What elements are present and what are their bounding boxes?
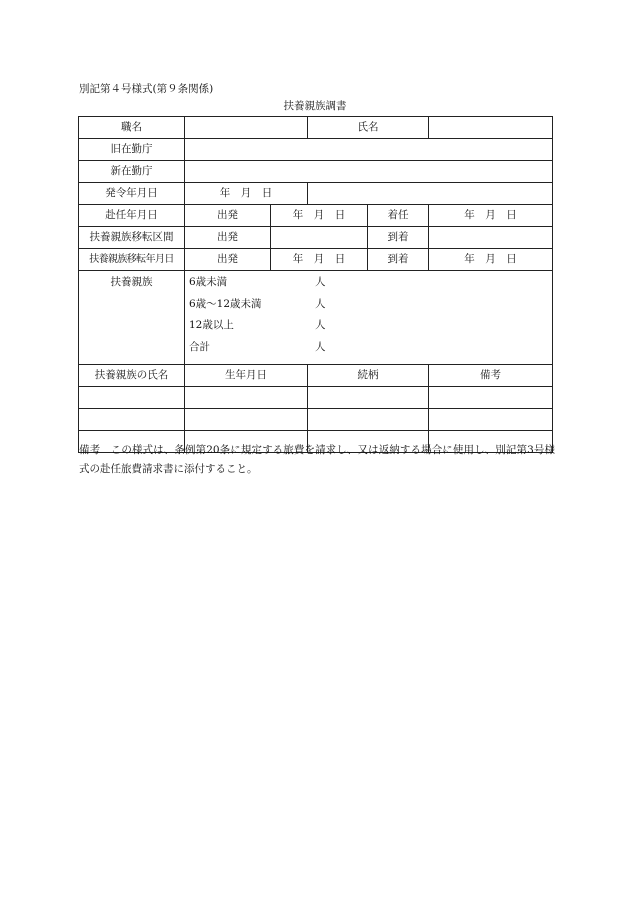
- departure-label: 出発: [185, 205, 271, 227]
- form-number-heading: 別記第４号様式(第９条関係): [79, 83, 214, 95]
- count-row-total: [189, 340, 552, 362]
- new-office-field[interactable]: [185, 161, 553, 183]
- row-old-office: [79, 139, 553, 161]
- remarks-note: 備考 この様式は、条例第20条に規定する旅費を請求し、又は返納する場合に使用し、別記第3号様式の赴任旅費請求書に添付すること。: [79, 444, 555, 475]
- dependent-name-field[interactable]: [79, 409, 185, 431]
- move-date-arrival-field[interactable]: 年 月 日: [429, 249, 553, 271]
- count-unit: 人: [315, 340, 326, 353]
- arrival-date-field[interactable]: 年 月 日: [429, 205, 553, 227]
- dependent-name-header: 扶養親族の氏名: [79, 365, 185, 387]
- departure-date-field[interactable]: 年 月 日: [271, 205, 368, 227]
- move-arrival-field[interactable]: [429, 227, 553, 249]
- count-row-6-to-12: [189, 297, 552, 319]
- count-unit: 人: [315, 276, 326, 288]
- relationship-field[interactable]: [308, 409, 429, 431]
- count-unit: 人: [315, 297, 326, 310]
- arrival-label: 着任: [368, 205, 429, 227]
- dependents-survey-table: [78, 116, 553, 453]
- move-departure-field[interactable]: [271, 227, 368, 249]
- remarks-header: 備考: [429, 365, 553, 387]
- birthdate-field[interactable]: [185, 409, 308, 431]
- dependent-name-field[interactable]: [79, 387, 185, 409]
- dependents-label: 扶養親族: [79, 271, 185, 365]
- count-label: 6歳未満: [189, 276, 228, 288]
- row-move-date: [79, 249, 553, 271]
- name-label: 氏名: [308, 117, 429, 139]
- dependent-row: [79, 387, 553, 409]
- remarks-field[interactable]: [429, 409, 553, 431]
- move-section-label: 扶養親族移転区間: [79, 227, 185, 249]
- row-assignment-date: [79, 205, 553, 227]
- count-label: 6歳〜12歳未満: [189, 297, 262, 310]
- move-date-label: 扶養親族移転年月日: [79, 249, 185, 271]
- move-departure-label: 出発: [185, 227, 271, 249]
- count-label: 合計: [189, 340, 210, 353]
- dependent-row: [79, 409, 553, 431]
- remarks-field[interactable]: [429, 387, 553, 409]
- move-date-departure-field[interactable]: 年 月 日: [271, 249, 368, 271]
- row-dependents-count: [79, 271, 553, 365]
- move-arrival-label: 到着: [368, 227, 429, 249]
- row-new-office: [79, 161, 553, 183]
- count-row-under-6: [189, 275, 552, 297]
- count-row-12-plus: [189, 318, 552, 340]
- move-date-departure-label: 出発: [185, 249, 271, 271]
- position-label: 職名: [79, 117, 185, 139]
- order-date-field[interactable]: 年 月 日: [185, 183, 308, 205]
- relationship-field[interactable]: [308, 387, 429, 409]
- form-title: 扶養親族調書: [283, 100, 347, 112]
- new-office-label: 新在勤庁: [79, 161, 185, 183]
- old-office-label: 旧在勤庁: [79, 139, 185, 161]
- assignment-date-label: 赴任年月日: [79, 205, 185, 227]
- birthdate-header: 生年月日: [185, 365, 308, 387]
- order-date-blank: [308, 183, 553, 205]
- row-dependents-header: [79, 365, 553, 387]
- count-label: 12歳以上: [189, 319, 234, 331]
- count-unit: 人: [315, 319, 326, 331]
- birthdate-field[interactable]: [185, 387, 308, 409]
- relationship-header: 続柄: [308, 365, 429, 387]
- old-office-field[interactable]: [185, 139, 553, 161]
- dependents-count-block: [185, 271, 553, 365]
- order-date-label: 発令年月日: [79, 183, 185, 205]
- move-date-arrival-label: 到着: [368, 249, 429, 271]
- name-field[interactable]: [429, 117, 553, 139]
- row-position: [79, 117, 553, 139]
- row-move-section: [79, 227, 553, 249]
- position-field[interactable]: [185, 117, 308, 139]
- row-order-date: [79, 183, 553, 205]
